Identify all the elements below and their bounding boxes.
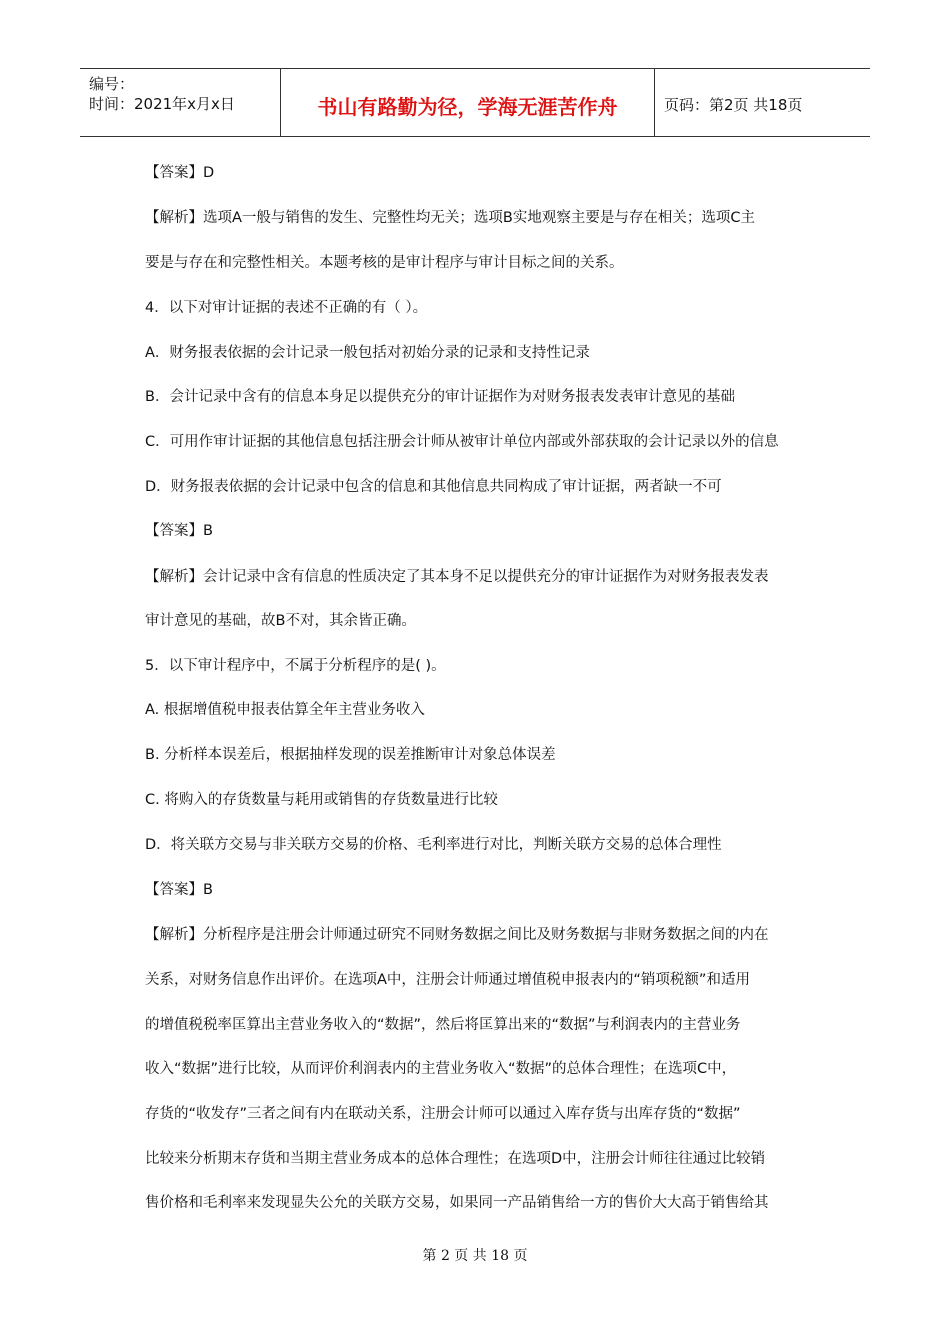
analysis-line: 要是与存在和完整性相关。本题考核的是审计程序与审计目标之间的关系。 [145, 255, 624, 271]
option-line: A. 根据增值税申报表估算全年主营业务收入 [145, 702, 425, 718]
header-page-cell [655, 69, 870, 136]
analysis-line: 存货的“收发存”三者之间有内在联动关系，注册会计师可以通过入库存货与出库存货的“数据” [145, 1106, 741, 1122]
analysis-line: 审计意见的基础，故B不对，其余皆正确。 [145, 613, 416, 629]
motto: 书山有路勤为径，学海无涯苦作舟 [317, 95, 618, 119]
question-4: 4．以下对审计证据的表述不正确的有（ ）。 [145, 300, 428, 316]
analysis-line: 关系，对财务信息作出评价。在选项A中，注册会计师通过增值税申报表内的“销项税额”和适用 [145, 972, 750, 988]
option-line: C．可用作审计证据的其他信息包括注册会计师从被审计单位内部或外部获取的会计记录以外的信息 [145, 434, 779, 450]
analysis-line: 【解析】选项A一般与销售的发生、完整性均无关；选项B实地观察主要是与存在相关；选项C主 [145, 210, 755, 226]
header-motto-cell [280, 69, 655, 136]
analysis-line: 的增值税税率匡算出主营业务收入的“数据”，然后将匡算出来的“数据”与利润表内的主营业务 [145, 1017, 741, 1033]
analysis-line: 售价格和毛利率来发现显失公允的关联方交易，如果同一产品销售给一方的售价大大高于销售给其 [145, 1195, 769, 1211]
date-label: 时间：2021年x月x日 [89, 95, 235, 113]
option-line: D．将关联方交易与非关联方交易的价格、毛利率进行对比，判断关联方交易的总体合理性 [145, 837, 722, 853]
page-header [80, 68, 870, 137]
option-line: D．财务报表依据的会计记录中包含的信息和其他信息共同构成了审计证据，两者缺一不可 [145, 479, 722, 495]
option-line: B. 分析样本误差后，根据抽样发现的误差推断审计对象总体误差 [145, 747, 556, 763]
option-line: A．财务报表依据的会计记录一般包括对初始分录的记录和支持性记录 [145, 345, 590, 361]
answer-line: 【答案】D [145, 165, 215, 181]
question-5: 5．以下审计程序中，不属于分析程序的是( )。 [145, 658, 446, 674]
answer-line: 【答案】B [145, 523, 213, 539]
header-meta [80, 69, 280, 136]
option-line: C. 将购入的存货数量与耗用或销售的存货数量进行比较 [145, 792, 498, 808]
analysis-line: 收入“数据”进行比较，从而评价利润表内的主营业务收入“数据”的总体合理性；在选项C中， [145, 1061, 737, 1077]
number-label: 编号： [89, 75, 135, 93]
page-footer: 第 2 页 共 18 页 [422, 1248, 528, 1264]
analysis-line: 比较来分析期末存货和当期主营业务成本的总体合理性；在选项D中，注册会计师往往通过比较销 [145, 1151, 766, 1167]
page-info: 页码：第2页 共18页 [664, 96, 803, 114]
analysis-line: 【解析】分析程序是注册会计师通过研究不同财务数据之间比及财务数据与非财务数据之间的内在 [145, 927, 769, 943]
answer-line: 【答案】B [145, 882, 213, 898]
analysis-line: 【解析】会计记录中含有信息的性质决定了其本身不足以提供充分的审计证据作为对财务报表发表 [145, 569, 769, 585]
option-line: B．会计记录中含有的信息本身足以提供充分的审计证据作为对财务报表发表审计意见的基础 [145, 389, 735, 405]
